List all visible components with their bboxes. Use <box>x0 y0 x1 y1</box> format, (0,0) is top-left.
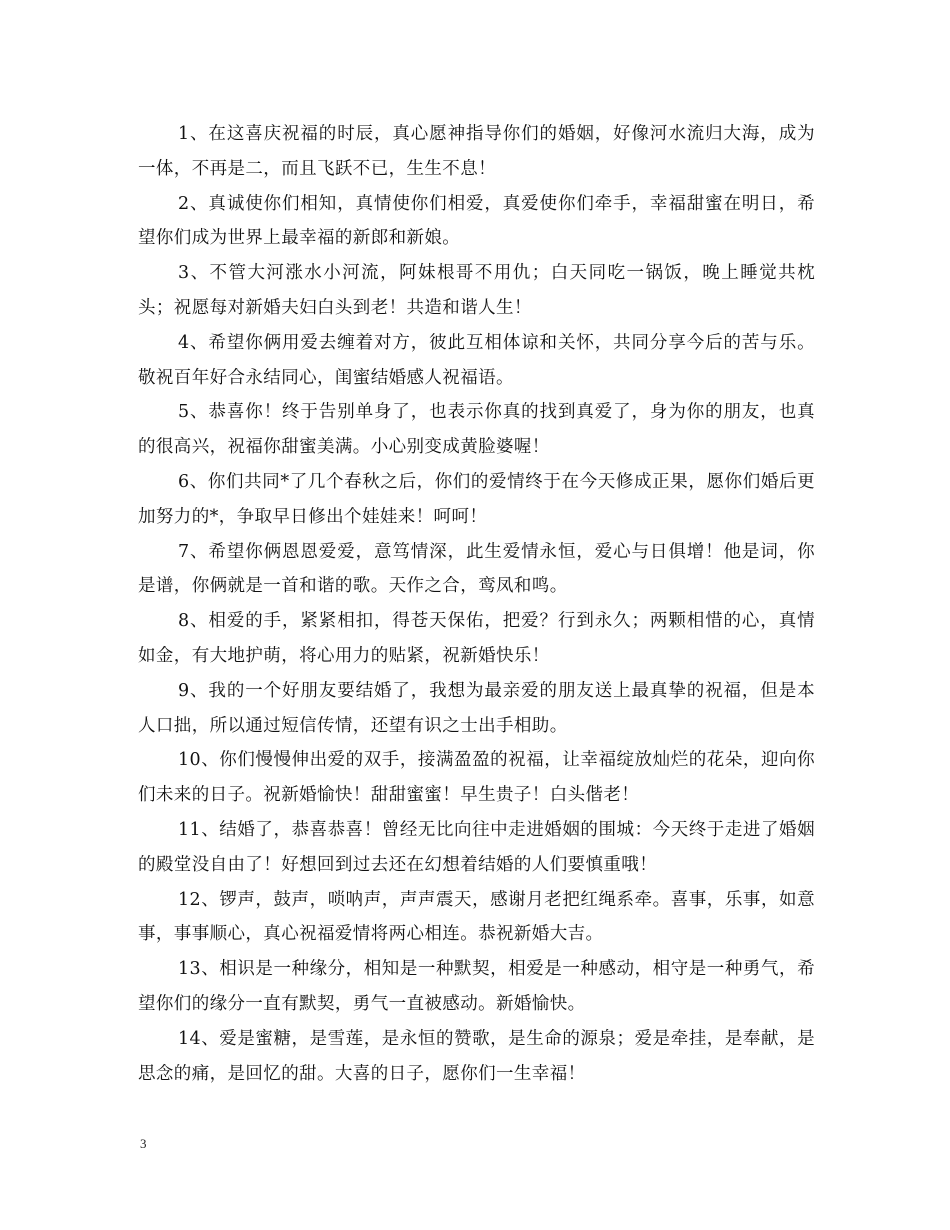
paragraph-5: 5、恭喜你！终于告别单身了，也表示你真的找到真爱了，身为你的朋友，也真的很高兴，祝福你甜蜜美满。小心别变成黄脸婆喔！ <box>138 402 815 458</box>
paragraph-3: 3、不管大河涨水小河流，阿妹根哥不用仇；白天同吃一锅饭，晚上睡觉共枕头；祝愿每对新婚夫妇白头到老！共造和谐人生！ <box>138 263 815 318</box>
paragraph-10: 10、你们慢慢伸出爱的双手，接满盈盈的祝福，让幸福绽放灿烂的花朵，迎向你们未来的日子。祝新婚愉快！甜甜蜜蜜！早生贵子！白头偕老！ <box>138 750 815 806</box>
paragraph-9: 9、我的一个好朋友要结婚了，我想为最亲爱的朋友送上最真挚的祝福，但是本人口拙，所以通过短信传情，还望有识之士出手相助。 <box>138 680 815 736</box>
paragraph-13: 13、相识是一种缘分，相知是一种默契，相爱是一种感动，相守是一种勇气，希望你们的缘分一直有默契，勇气一直被感动。新婚愉快。 <box>138 959 815 1014</box>
paragraph-11: 11、结婚了，恭喜恭喜！曾经无比向往中走进婚姻的围城：今天终于走进了婚姻的殿堂没自由了！好想回到过去还在幻想着结婚的人们要慎重哦！ <box>138 819 815 875</box>
paragraph-2: 2、真诚使你们相知，真情使你们相爱，真爱使你们牵手，幸福甜蜜在明日，希望你们成为世界上最幸福的新郎和新娘。 <box>138 193 815 249</box>
paragraph-8: 8、相爱的手，紧紧相扣，得苍天保佑，把爱？行到永久；两颗相惜的心，真情如金，有大地护萌，将心用力的贴紧，祝新婚快乐！ <box>138 611 815 666</box>
paragraph-14: 14、爱是蜜糖，是雪莲，是永恒的赞歌，是生命的源泉；爱是牵挂，是奉献，是思念的痛，是回忆的甜。大喜的日子，愿你们一生幸福！ <box>138 1028 815 1084</box>
paragraph-7: 7、希望你俩恩恩爱爱，意笃情深，此生爱情永恒，爱心与日俱增！他是词，你是谱，你俩就是一首和谐的歌。天作之合，鸾凤和鸣。 <box>138 541 815 597</box>
paragraph-6: 6、你们共同*了几个春秋之后，你们的爱情终于在今天修成正果，愿你们婚后更加努力的*，争取早日修出个娃娃来！呵呵！ <box>138 471 815 527</box>
paragraph-12: 12、锣声，鼓声，唢呐声，声声震天，感谢月老把红绳系牵。喜事，乐事，如意事，事事顺心，真心祝福爱情将两心相连。恭祝新婚大吉。 <box>138 889 815 945</box>
paragraph-1: 1、在这喜庆祝福的时辰，真心愿神指导你们的婚姻，好像河水流归大海，成为一体，不再是二，而且飞跃不已，生生不息！ <box>138 124 815 179</box>
page-number: 3 <box>140 1136 147 1151</box>
paragraph-4: 4、希望你俩用爱去缠着对方，彼此互相体谅和关怀，共同分享今后的苦与乐。敬祝百年好合永结同心，闺蜜结婚感人祝福语。 <box>138 332 815 388</box>
document-body <box>138 117 815 1091</box>
